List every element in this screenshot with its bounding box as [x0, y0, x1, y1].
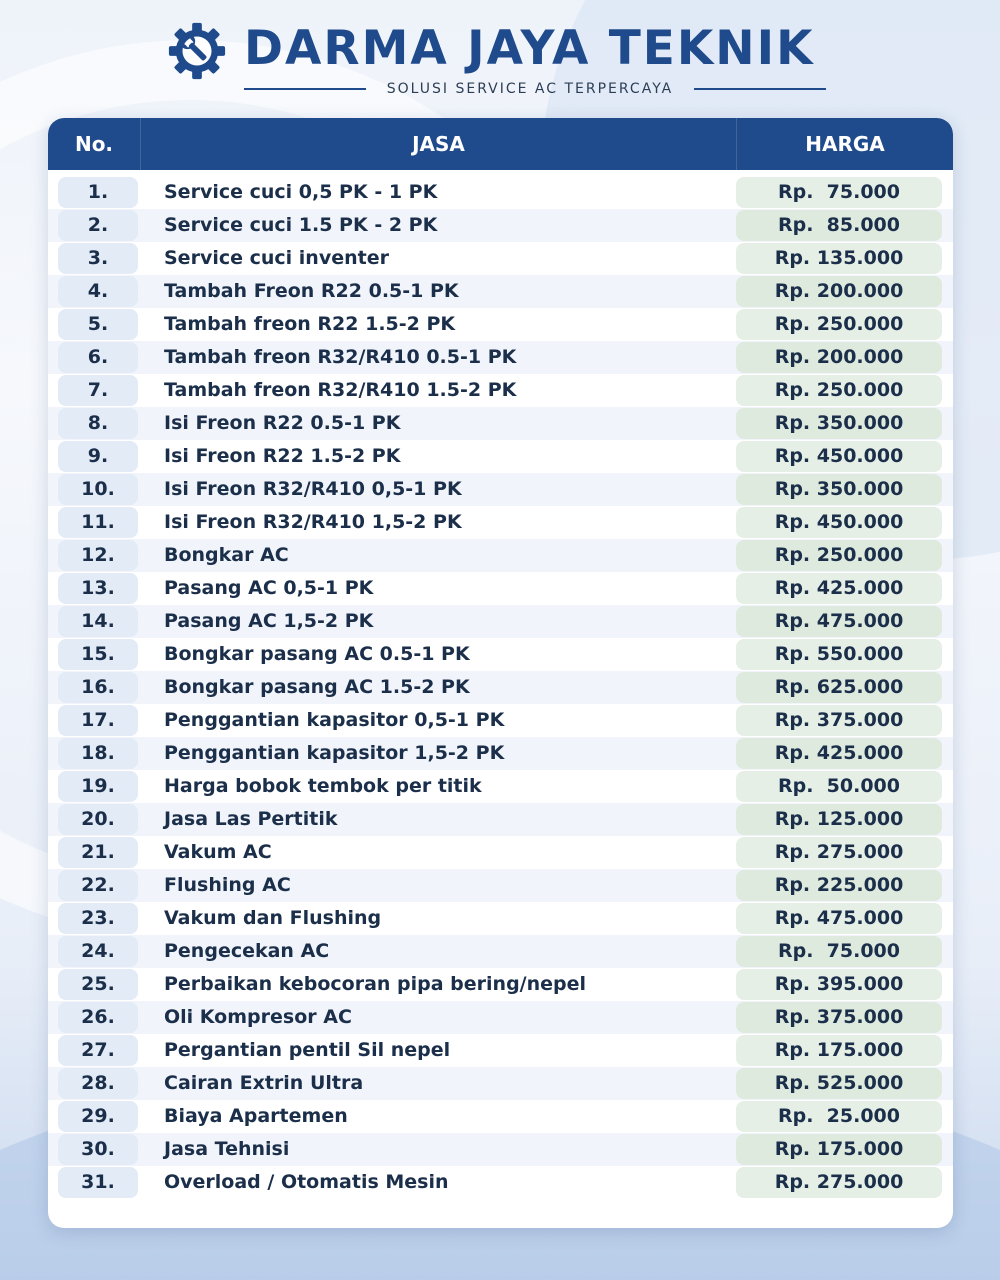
table-row — [48, 1133, 953, 1166]
service-price: Rp. 375.000 — [736, 1002, 942, 1033]
row-number: 23. — [58, 903, 138, 934]
service-price: Rp. 50.000 — [736, 771, 942, 802]
service-name: Penggantian kapasitor 0,5-1 PK — [164, 709, 505, 731]
service-name: Harga bobok tembok per titik — [164, 775, 482, 797]
service-name: Oli Kompresor AC — [164, 1006, 352, 1028]
row-number: 7. — [58, 375, 138, 406]
service-price: Rp. 25.000 — [736, 1101, 942, 1132]
row-number: 3. — [58, 243, 138, 274]
service-name: Isi Freon R32/R410 1,5-2 PK — [164, 511, 462, 533]
service-name: Pasang AC 1,5-2 PK — [164, 610, 374, 632]
table-header — [48, 118, 953, 170]
table-row — [48, 1034, 953, 1067]
service-name: Jasa Las Pertitik — [164, 808, 338, 830]
service-price: Rp. 225.000 — [736, 870, 942, 901]
row-number: 9. — [58, 441, 138, 472]
service-price: Rp. 475.000 — [736, 903, 942, 934]
service-price: Rp. 75.000 — [736, 936, 942, 967]
service-price: Rp. 275.000 — [736, 1167, 942, 1198]
table-row — [48, 440, 953, 473]
row-number: 6. — [58, 342, 138, 373]
service-price: Rp. 85.000 — [736, 210, 942, 241]
service-name: Pasang AC 0,5-1 PK — [164, 577, 374, 599]
service-name: Perbaikan kebocoran pipa bering/nepel — [164, 973, 587, 995]
table-row — [48, 1001, 953, 1034]
row-number: 11. — [58, 507, 138, 538]
table-row — [48, 1100, 953, 1133]
header — [0, 0, 1000, 115]
table-row — [48, 605, 953, 638]
row-number: 27. — [58, 1035, 138, 1066]
table-row — [48, 341, 953, 374]
row-number: 5. — [58, 309, 138, 340]
row-number: 24. — [58, 936, 138, 967]
table-row — [48, 770, 953, 803]
service-name: Service cuci inventer — [164, 247, 389, 269]
brand-tagline: SOLUSI SERVICE AC TERPERCAYA — [386, 81, 674, 97]
service-name: Isi Freon R22 1.5-2 PK — [164, 445, 401, 467]
service-name: Overload / Otomatis Mesin — [164, 1171, 449, 1193]
table-row — [48, 671, 953, 704]
table-row — [48, 209, 953, 242]
service-name: Pergantian pentil Sil nepel — [164, 1039, 451, 1061]
table-row — [48, 242, 953, 275]
table-row — [48, 308, 953, 341]
row-number: 26. — [58, 1002, 138, 1033]
service-price: Rp. 350.000 — [736, 408, 942, 439]
service-price: Rp. 250.000 — [736, 375, 942, 406]
service-name: Vakum AC — [164, 841, 272, 863]
row-number: 30. — [58, 1134, 138, 1165]
row-number: 21. — [58, 837, 138, 868]
service-price: Rp. 375.000 — [736, 705, 942, 736]
service-price: Rp. 175.000 — [736, 1134, 942, 1165]
table-row — [48, 1067, 953, 1100]
service-name: Vakum dan Flushing — [164, 907, 382, 929]
table-row — [48, 638, 953, 671]
column-header-jasa: JASA — [140, 118, 736, 170]
row-number: 1. — [58, 177, 138, 208]
row-number: 13. — [58, 573, 138, 604]
table-row — [48, 374, 953, 407]
service-price: Rp. 200.000 — [736, 276, 942, 307]
service-price: Rp. 450.000 — [736, 441, 942, 472]
table-body — [48, 176, 953, 1199]
service-name: Tambah Freon R22 0.5-1 PK — [164, 280, 459, 302]
row-number: 14. — [58, 606, 138, 637]
table-row — [48, 572, 953, 605]
table-row — [48, 968, 953, 1001]
service-name: Service cuci 0,5 PK - 1 PK — [164, 181, 438, 203]
divider — [694, 88, 826, 90]
row-number: 31. — [58, 1167, 138, 1198]
table-row — [48, 836, 953, 869]
row-number: 2. — [58, 210, 138, 241]
table-row — [48, 473, 953, 506]
row-number: 20. — [58, 804, 138, 835]
row-number: 19. — [58, 771, 138, 802]
service-price: Rp. 525.000 — [736, 1068, 942, 1099]
service-name: Tambah freon R32/R410 1.5-2 PK — [164, 379, 517, 401]
table-row — [48, 935, 953, 968]
table-row — [48, 407, 953, 440]
gear-wrench-icon — [166, 20, 228, 82]
table-row — [48, 704, 953, 737]
service-name: Bongkar pasang AC 0.5-1 PK — [164, 643, 470, 665]
service-price: Rp. 475.000 — [736, 606, 942, 637]
service-price: Rp. 250.000 — [736, 309, 942, 340]
service-name: Bongkar AC — [164, 544, 289, 566]
service-price: Rp. 450.000 — [736, 507, 942, 538]
divider — [244, 88, 366, 90]
service-price: Rp. 175.000 — [736, 1035, 942, 1066]
table-row — [48, 275, 953, 308]
service-name: Service cuci 1.5 PK - 2 PK — [164, 214, 438, 236]
service-price: Rp. 250.000 — [736, 540, 942, 571]
table-row — [48, 737, 953, 770]
service-name: Isi Freon R22 0.5-1 PK — [164, 412, 401, 434]
row-number: 25. — [58, 969, 138, 1000]
table-row — [48, 176, 953, 209]
row-number: 28. — [58, 1068, 138, 1099]
service-price: Rp. 625.000 — [736, 672, 942, 703]
row-number: 22. — [58, 870, 138, 901]
service-name: Jasa Tehnisi — [164, 1138, 290, 1160]
row-number: 17. — [58, 705, 138, 736]
service-name: Isi Freon R32/R410 0,5-1 PK — [164, 478, 462, 500]
service-name: Tambah freon R22 1.5-2 PK — [164, 313, 456, 335]
service-price: Rp. 135.000 — [736, 243, 942, 274]
row-number: 10. — [58, 474, 138, 505]
row-number: 18. — [58, 738, 138, 769]
column-header-no: No. — [74, 132, 114, 156]
service-name: Bongkar pasang AC 1.5-2 PK — [164, 676, 470, 698]
service-price: Rp. 425.000 — [736, 738, 942, 769]
service-name: Pengecekan AC — [164, 940, 330, 962]
row-number: 15. — [58, 639, 138, 670]
service-price: Rp. 425.000 — [736, 573, 942, 604]
service-name: Tambah freon R32/R410 0.5-1 PK — [164, 346, 517, 368]
table-row — [48, 1166, 953, 1199]
service-name: Flushing AC — [164, 874, 291, 896]
table-row — [48, 539, 953, 572]
table-row — [48, 902, 953, 935]
row-number: 12. — [58, 540, 138, 571]
service-price: Rp. 275.000 — [736, 837, 942, 868]
table-row — [48, 869, 953, 902]
table-row — [48, 803, 953, 836]
service-price: Rp. 200.000 — [736, 342, 942, 373]
price-table — [48, 118, 953, 1228]
row-number: 4. — [58, 276, 138, 307]
brand-title: DARMA JAYA TEKNIK — [244, 21, 815, 76]
service-name: Cairan Extrin Ultra — [164, 1072, 364, 1094]
service-price: Rp. 395.000 — [736, 969, 942, 1000]
row-number: 29. — [58, 1101, 138, 1132]
service-price: Rp. 75.000 — [736, 177, 942, 208]
row-number: 8. — [58, 408, 138, 439]
service-price: Rp. 550.000 — [736, 639, 942, 670]
service-price: Rp. 350.000 — [736, 474, 942, 505]
row-number: 16. — [58, 672, 138, 703]
service-price: Rp. 125.000 — [736, 804, 942, 835]
service-name: Biaya Apartemen — [164, 1105, 348, 1127]
table-row — [48, 506, 953, 539]
column-header-harga: HARGA — [736, 118, 953, 170]
service-name: Penggantian kapasitor 1,5-2 PK — [164, 742, 505, 764]
